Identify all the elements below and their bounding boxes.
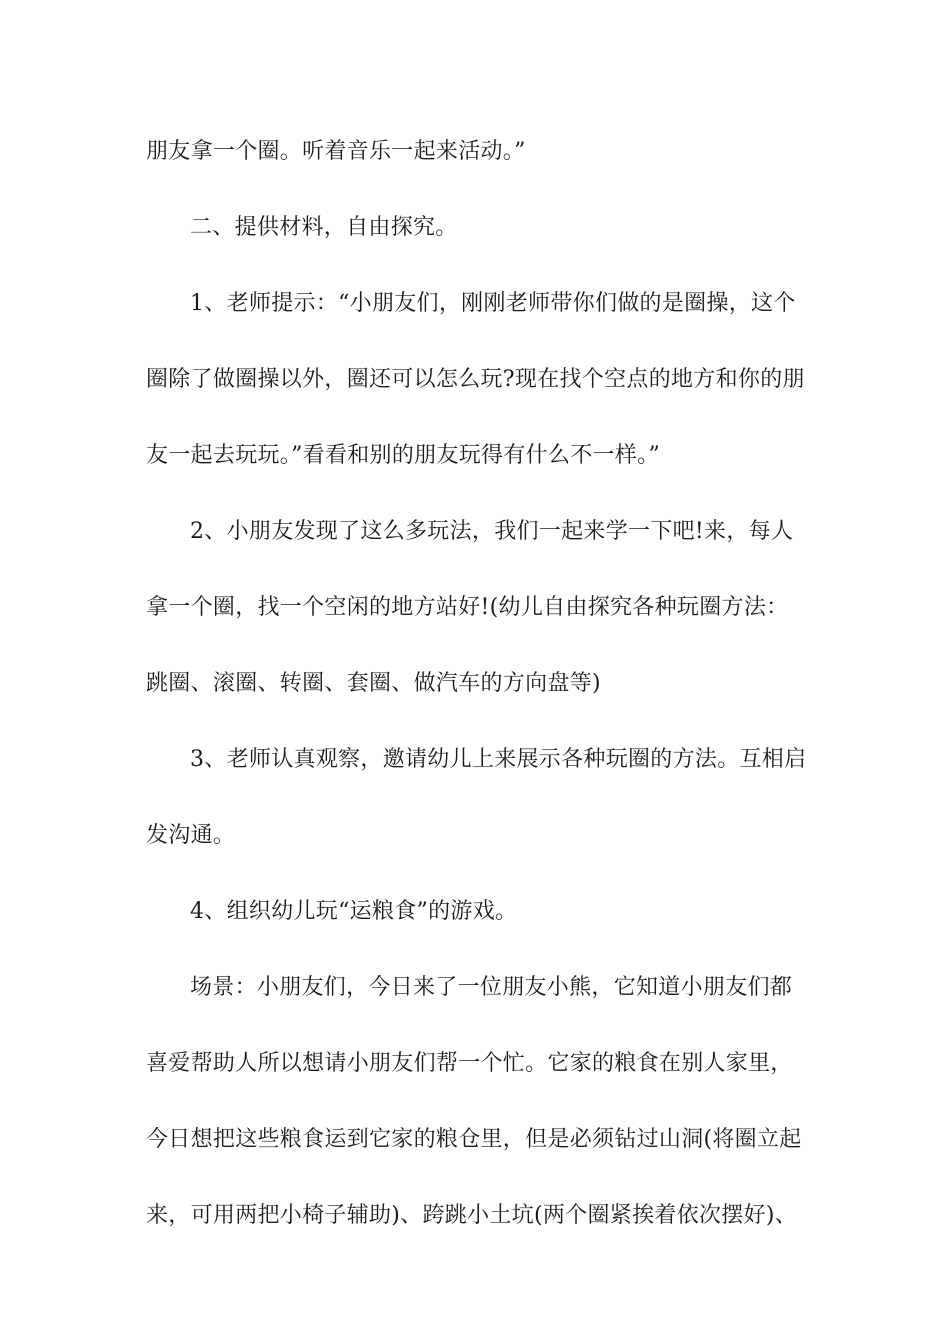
text-line-3: 1、老师提示：“小朋友们，刚刚老师带你们做的是圈操，这个 [190,291,796,316]
text-line-1: 朋友拿一个圈。听着音乐一起来活动。” [146,139,526,164]
text-line-8: 跳圈、滚圈、转圈、套圈、做汽车的方向盘等) [146,671,601,696]
text-line-9: 3、老师认真观察，邀请幼儿上来展示各种玩圈的方法。互相启 [190,747,807,772]
text-line-5: 友一起去玩玩。”看看和别的朋友玩得有什么不一样。” [146,443,660,468]
text-line-7: 拿一个圈，找一个空闲的地方站好!(幼儿自由探究各种玩圈方法： [146,595,789,620]
section-heading-2: 二、提供材料，自由探究。 [190,215,458,240]
text-line-4: 圈除了做圈操以外，圈还可以怎么玩?现在找个空点的地方和你的朋 [146,367,805,392]
text-line-12: 场景：小朋友们，今日来了一位朋友小熊，它知道小朋友们都 [190,975,793,1000]
text-line-15: 来，可用两把小椅子辅助)、跨跳小土坑(两个圈紧挨着依次摆好)、 [146,1203,798,1228]
text-line-6: 2、小朋友发现了这么多玩法，我们一起来学一下吧!来，每人 [190,519,794,544]
text-line-13: 喜爱帮助人所以想请小朋友们帮一个忙。它家的粮食在别人家里， [146,1051,793,1076]
text-line-10: 发沟通。 [146,823,236,848]
text-line-11: 4、组织幼儿玩“运粮食”的游戏。 [190,899,518,924]
text-line-14: 今日想把这些粮食运到它家的粮仓里，但是必须钻过山洞(将圈立起 [146,1127,802,1152]
